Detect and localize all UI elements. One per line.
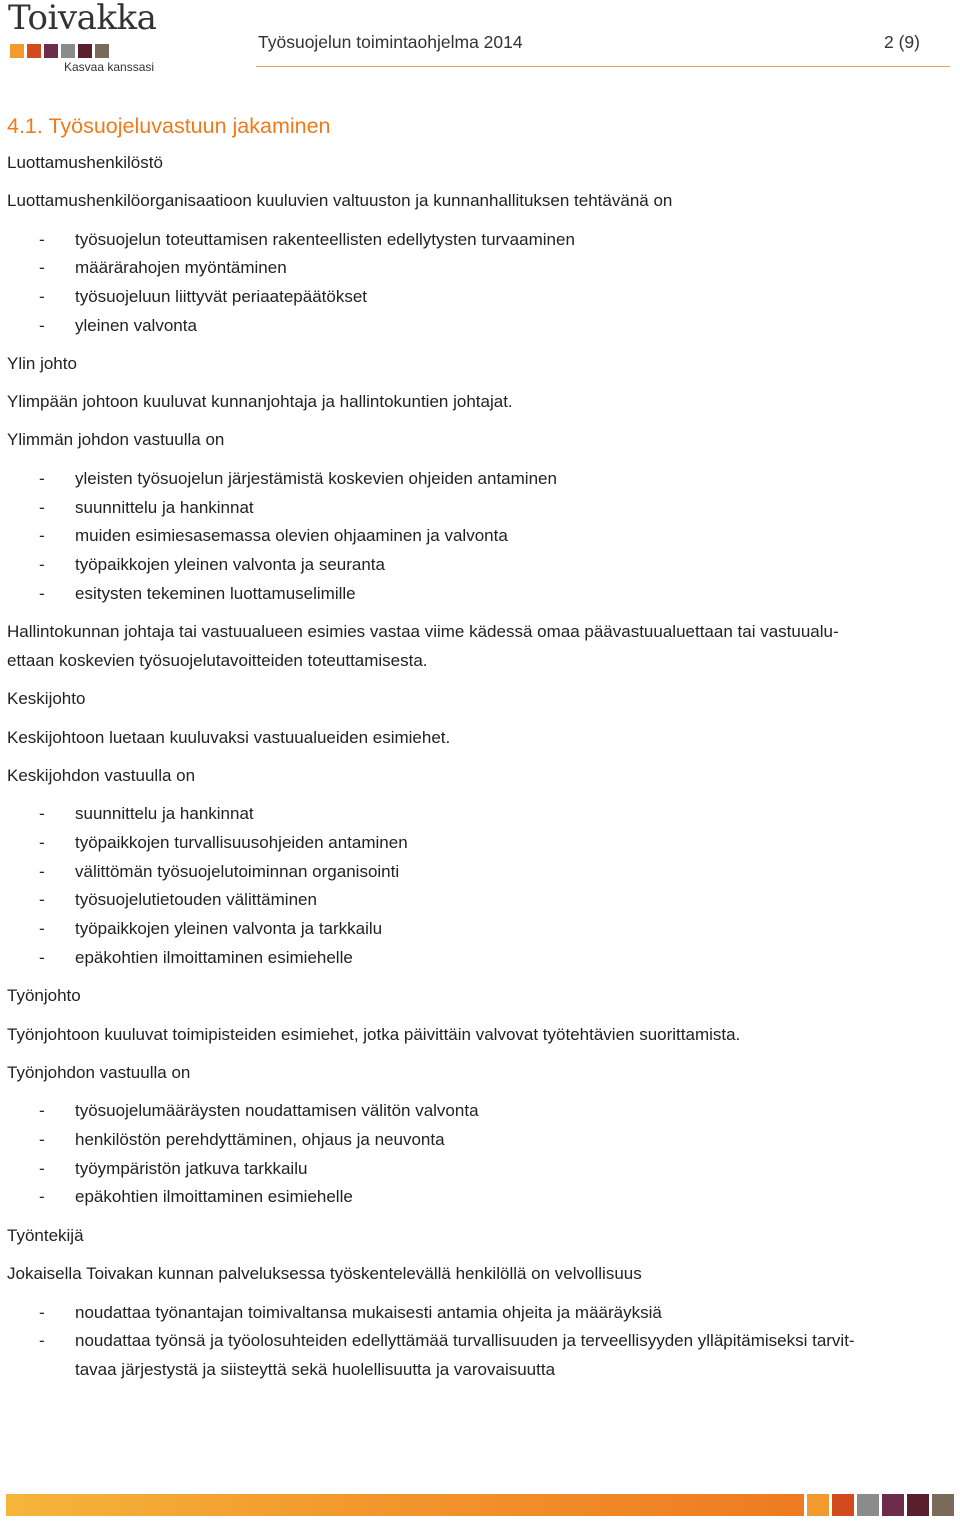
list-item: - työpaikkojen yleinen valvonta ja tarkkailu bbox=[39, 919, 383, 938]
footer-square bbox=[932, 1494, 954, 1516]
subheading-tyonjohto: Työnjohto bbox=[7, 986, 81, 1005]
footer-square bbox=[807, 1494, 829, 1516]
logo-subtitle: Kasvaa kanssasi bbox=[64, 60, 155, 74]
list-item: - työpaikkojen yleinen valvonta ja seuranta bbox=[39, 555, 385, 574]
paragraph: Keskijohdon vastuulla on bbox=[7, 766, 196, 785]
logo-wordmark: Toivakka bbox=[8, 0, 157, 38]
footer-square bbox=[857, 1494, 879, 1516]
paragraph: Keskijohtoon luetaan kuuluvaksi vastuualueiden esimiehet. bbox=[7, 728, 451, 747]
list-item-continuation: tavaa järjestystä ja siisteyttä sekä huolellisuutta ja varovaisuutta bbox=[75, 1360, 556, 1379]
header-divider bbox=[256, 66, 950, 67]
list-item: - työsuojelun toteuttamisen rakenteellisten edellytysten turvaaminen bbox=[39, 230, 575, 249]
footer-square bbox=[882, 1494, 904, 1516]
footer-color-bar bbox=[6, 1494, 954, 1516]
page-header bbox=[0, 0, 960, 80]
footer-gradient bbox=[6, 1494, 804, 1516]
list-item: - noudattaa työnsä ja työolosuhteiden edellyttämää turvallisuuden ja terveellisyyden ylläpitämiseksi tarvit- bbox=[39, 1331, 855, 1350]
footer-square bbox=[907, 1494, 929, 1516]
paragraph: Luottamushenkilöorganisaatioon kuuluvien valtuuston ja kunnanhallituksen tehtävänä on bbox=[7, 191, 673, 210]
list-item: - määrärahojen myöntäminen bbox=[39, 258, 287, 277]
list-item: - epäkohtien ilmoittaminen esimiehelle bbox=[39, 948, 353, 967]
section-heading: 4.1. Työsuojeluvastuun jakaminen bbox=[7, 114, 331, 138]
paragraph: Työnjohdon vastuulla on bbox=[7, 1063, 191, 1082]
list-item: - henkilöstön perehdyttäminen, ohjaus ja neuvonta bbox=[39, 1130, 445, 1149]
subheading-tyontekija: Työntekijä bbox=[7, 1226, 84, 1245]
list-item: - muiden esimiesasemassa olevien ohjaaminen ja valvonta bbox=[39, 526, 508, 545]
paragraph: ettaan koskevien työsuojelutavoitteiden toteuttamisesta. bbox=[7, 651, 428, 670]
paragraph: Hallintokunnan johtaja tai vastuualueen esimies vastaa viime kädessä omaa päävastuualuettaan tai vastuualu- bbox=[7, 622, 839, 641]
subheading-luottamus: Luottamushenkilöstö bbox=[7, 153, 163, 172]
list-item: - esitysten tekeminen luottamuselimille bbox=[39, 584, 356, 603]
list-item: - suunnittelu ja hankinnat bbox=[39, 804, 254, 823]
list-item: - noudattaa työnantajan toimivaltansa mukaisesti antamia ohjeita ja määräyksiä bbox=[39, 1303, 662, 1322]
paragraph: Ylimpään johtoon kuuluvat kunnanjohtaja ja hallintokuntien johtajat. bbox=[7, 392, 513, 411]
list-item: - yleinen valvonta bbox=[39, 316, 197, 335]
toivakka-logo bbox=[4, 2, 164, 76]
subheading-ylin-johto: Ylin johto bbox=[7, 354, 77, 373]
list-item: - työsuojelumääräysten noudattamisen välitön valvonta bbox=[39, 1101, 479, 1120]
list-item: - työympäristön jatkuva tarkkailu bbox=[39, 1159, 308, 1178]
paragraph: Ylimmän johdon vastuulla on bbox=[7, 430, 225, 449]
footer-square bbox=[832, 1494, 854, 1516]
subheading-keskijohto: Keskijohto bbox=[7, 689, 86, 708]
page-number: 2 (9) bbox=[884, 32, 920, 52]
paragraph: Työnjohtoon kuuluvat toimipisteiden esimiehet, jotka päivittäin valvovat työtehtävien suorittamista. bbox=[7, 1025, 741, 1044]
list-item: - työpaikkojen turvallisuusohjeiden antaminen bbox=[39, 833, 408, 852]
list-item: - epäkohtien ilmoittaminen esimiehelle bbox=[39, 1187, 353, 1206]
list-item: - yleisten työsuojelun järjestämistä koskevien ohjeiden antaminen bbox=[39, 469, 557, 488]
list-item: - työsuojelutietouden välittäminen bbox=[39, 890, 317, 909]
list-item: - suunnittelu ja hankinnat bbox=[39, 498, 254, 517]
paragraph: Jokaisella Toivakan kunnan palveluksessa työskentelevällä henkilöllä on velvollisuus bbox=[7, 1264, 642, 1283]
list-item: - välittömän työsuojelutoiminnan organisointi bbox=[39, 862, 400, 881]
list-item: - työsuojeluun liittyvät periaatepäätökset bbox=[39, 287, 368, 306]
document-title: Työsuojelun toimintaohjelma 2014 bbox=[258, 32, 523, 52]
logo-color-bars bbox=[10, 44, 109, 58]
